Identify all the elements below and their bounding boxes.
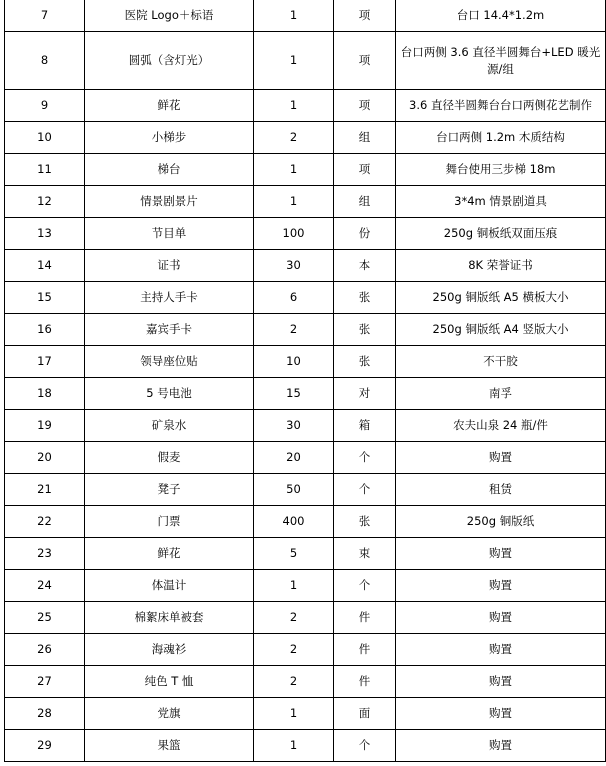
cell-number: 17 — [5, 346, 85, 378]
cell-number: 25 — [5, 602, 85, 634]
cell-remark: 租赁 — [396, 474, 606, 506]
table-row — [5, 570, 606, 602]
cell-number: 24 — [5, 570, 85, 602]
table-row — [5, 474, 606, 506]
cell-unit: 件 — [334, 634, 396, 666]
cell-remark: 250g 铜版纸 — [396, 506, 606, 538]
cell-quantity: 1 — [254, 90, 334, 122]
table-row — [5, 314, 606, 346]
cell-item-name: 节目单 — [85, 218, 254, 250]
cell-item-name: 纯色 T 恤 — [85, 666, 254, 698]
table-row — [5, 506, 606, 538]
cell-item-name: 医院 Logo＋标语 — [85, 0, 254, 32]
cell-item-name: 领导座位贴 — [85, 346, 254, 378]
table-row — [5, 32, 606, 90]
cell-remark: 台口 14.4*1.2m — [396, 0, 606, 32]
cell-remark: 舞台使用三步梯 18m — [396, 154, 606, 186]
cell-quantity: 15 — [254, 378, 334, 410]
cell-unit: 面 — [334, 698, 396, 730]
items-table — [4, 0, 606, 762]
cell-item-name: 鲜花 — [85, 90, 254, 122]
cell-item-name: 嘉宾手卡 — [85, 314, 254, 346]
cell-quantity: 1 — [254, 730, 334, 762]
cell-unit: 本 — [334, 250, 396, 282]
cell-number: 20 — [5, 442, 85, 474]
cell-quantity: 100 — [254, 218, 334, 250]
cell-number: 19 — [5, 410, 85, 442]
cell-remark: 购置 — [396, 538, 606, 570]
cell-quantity: 2 — [254, 314, 334, 346]
cell-item-name: 鲜花 — [85, 538, 254, 570]
cell-remark: 3*4m 情景剧道具 — [396, 186, 606, 218]
cell-quantity: 1 — [254, 154, 334, 186]
cell-item-name: 圆弧（含灯光） — [85, 32, 254, 90]
cell-quantity: 30 — [254, 410, 334, 442]
table-row — [5, 602, 606, 634]
cell-remark: 8K 荣誉证书 — [396, 250, 606, 282]
cell-quantity: 2 — [254, 634, 334, 666]
cell-number: 13 — [5, 218, 85, 250]
cell-remark: 台口两侧 3.6 直径半圆舞台+LED 暖光源/组 — [396, 32, 606, 90]
cell-item-name: 门票 — [85, 506, 254, 538]
cell-unit: 项 — [334, 154, 396, 186]
cell-unit: 个 — [334, 442, 396, 474]
cell-number: 29 — [5, 730, 85, 762]
cell-unit: 张 — [334, 506, 396, 538]
cell-item-name: 5 号电池 — [85, 378, 254, 410]
cell-number: 21 — [5, 474, 85, 506]
table-row — [5, 538, 606, 570]
table-row — [5, 442, 606, 474]
cell-unit: 组 — [334, 122, 396, 154]
cell-item-name: 证书 — [85, 250, 254, 282]
document-page — [4, 0, 601, 762]
cell-quantity: 10 — [254, 346, 334, 378]
table-row — [5, 186, 606, 218]
cell-unit: 份 — [334, 218, 396, 250]
cell-number: 27 — [5, 666, 85, 698]
table-row — [5, 0, 606, 32]
cell-remark: 不干胶 — [396, 346, 606, 378]
cell-item-name: 梯台 — [85, 154, 254, 186]
table-row — [5, 90, 606, 122]
cell-remark: 购置 — [396, 570, 606, 602]
cell-number: 8 — [5, 32, 85, 90]
table-row — [5, 346, 606, 378]
cell-quantity: 1 — [254, 0, 334, 32]
cell-remark: 250g 铜版纸 A5 横板大小 — [396, 282, 606, 314]
cell-quantity: 2 — [254, 122, 334, 154]
cell-quantity: 1 — [254, 32, 334, 90]
cell-unit: 张 — [334, 346, 396, 378]
cell-item-name: 棉絮床单被套 — [85, 602, 254, 634]
cell-number: 28 — [5, 698, 85, 730]
cell-unit: 个 — [334, 570, 396, 602]
cell-number: 10 — [5, 122, 85, 154]
cell-number: 7 — [5, 0, 85, 32]
cell-quantity: 5 — [254, 538, 334, 570]
cell-remark: 购置 — [396, 634, 606, 666]
table-row — [5, 378, 606, 410]
cell-unit: 组 — [334, 186, 396, 218]
cell-unit: 箱 — [334, 410, 396, 442]
cell-number: 26 — [5, 634, 85, 666]
cell-quantity: 1 — [254, 570, 334, 602]
cell-number: 18 — [5, 378, 85, 410]
cell-number: 11 — [5, 154, 85, 186]
cell-remark: 购置 — [396, 442, 606, 474]
cell-unit: 项 — [334, 32, 396, 90]
cell-remark: 250g 铜版纸 A4 竖版大小 — [396, 314, 606, 346]
cell-number: 16 — [5, 314, 85, 346]
cell-quantity: 1 — [254, 698, 334, 730]
cell-remark: 3.6 直径半圆舞台台口两侧花艺制作 — [396, 90, 606, 122]
cell-item-name: 假麦 — [85, 442, 254, 474]
cell-quantity: 1 — [254, 186, 334, 218]
cell-number: 15 — [5, 282, 85, 314]
cell-number: 9 — [5, 90, 85, 122]
table-row — [5, 698, 606, 730]
cell-unit: 个 — [334, 730, 396, 762]
cell-number: 22 — [5, 506, 85, 538]
cell-item-name: 党旗 — [85, 698, 254, 730]
cell-remark: 250g 铜板纸双面压痕 — [396, 218, 606, 250]
cell-unit: 件 — [334, 666, 396, 698]
cell-item-name: 体温计 — [85, 570, 254, 602]
cell-item-name: 凳子 — [85, 474, 254, 506]
cell-remark: 购置 — [396, 730, 606, 762]
cell-remark: 购置 — [396, 602, 606, 634]
cell-unit: 项 — [334, 90, 396, 122]
table-row — [5, 122, 606, 154]
table-row — [5, 218, 606, 250]
cell-remark: 台口两侧 1.2m 木质结构 — [396, 122, 606, 154]
cell-quantity: 50 — [254, 474, 334, 506]
cell-item-name: 果篮 — [85, 730, 254, 762]
table-row — [5, 634, 606, 666]
cell-quantity: 20 — [254, 442, 334, 474]
table-row — [5, 666, 606, 698]
cell-remark: 农夫山泉 24 瓶/件 — [396, 410, 606, 442]
cell-item-name: 海魂衫 — [85, 634, 254, 666]
table-row — [5, 154, 606, 186]
cell-quantity: 2 — [254, 666, 334, 698]
cell-unit: 张 — [334, 314, 396, 346]
cell-item-name: 矿泉水 — [85, 410, 254, 442]
cell-remark: 购置 — [396, 698, 606, 730]
table-row — [5, 410, 606, 442]
cell-remark: 购置 — [396, 666, 606, 698]
cell-quantity: 2 — [254, 602, 334, 634]
cell-number: 14 — [5, 250, 85, 282]
cell-unit: 个 — [334, 474, 396, 506]
cell-unit: 束 — [334, 538, 396, 570]
cell-item-name: 小梯步 — [85, 122, 254, 154]
table-row — [5, 730, 606, 762]
cell-quantity: 30 — [254, 250, 334, 282]
table-row — [5, 282, 606, 314]
items-table-body — [5, 0, 606, 762]
cell-unit: 项 — [334, 0, 396, 32]
cell-number: 12 — [5, 186, 85, 218]
cell-unit: 对 — [334, 378, 396, 410]
cell-unit: 件 — [334, 602, 396, 634]
table-row — [5, 250, 606, 282]
cell-number: 23 — [5, 538, 85, 570]
cell-unit: 张 — [334, 282, 396, 314]
cell-quantity: 400 — [254, 506, 334, 538]
cell-item-name: 主持人手卡 — [85, 282, 254, 314]
cell-quantity: 6 — [254, 282, 334, 314]
cell-item-name: 情景剧景片 — [85, 186, 254, 218]
cell-remark: 南孚 — [396, 378, 606, 410]
